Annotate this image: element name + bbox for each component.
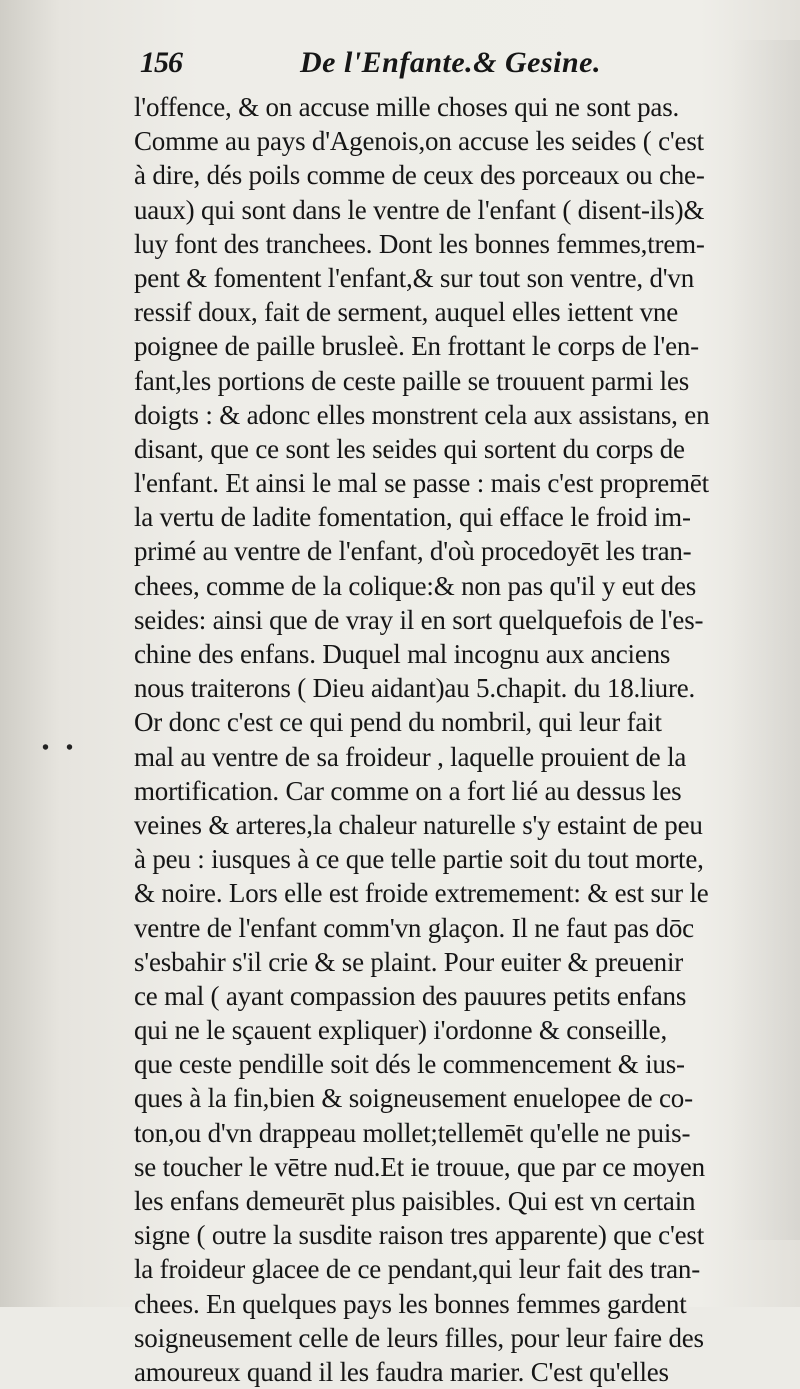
text-line: les enfans demeurēt plus paisibles. Qui est vn certain [134,1186,696,1216]
text-line: primé au ventre de l'enfant, d'où procedoyēt les tran- [134,536,692,567]
text-line: ressif doux, fait de serment, auquel elles iettent vne [134,297,679,328]
running-head: De l'Enfante.& Gesine. [300,46,601,79]
text-line: chine des enfans. Duquel mal incognu aux anciens [134,639,671,669]
text-line: uaux) qui sont dans le ventre de l'enfant ( disent-ils)& [134,194,705,225]
text-line: disant, que ce sont les seides qui sortent du corps de [134,433,685,464]
text-line: la vertu de ladite fomentation, qui efface le froid im- [134,502,691,533]
page-number: 156 [140,46,182,79]
text-line: s'esbahir s'il crie & se plaint. Pour euiter & preuenir [134,946,684,977]
text-line: seides: ainsi que de vray il en sort quelquefois de l'es- [134,604,704,635]
text-line: Comme au pays d'Agenois,on accuse les seides ( c'est [134,126,704,157]
text-line: l'enfant. Et ainsi le mal se passe : mais c'est propremēt [134,468,709,499]
text-line: ton,ou d'vn drappeau mollet;tellemēt qu'elle ne puis- [134,1117,691,1148]
text-line: chees, comme de la colique:& non pas qu'il y eut des [134,570,697,601]
text-line: mal au ventre de sa froideur , laquelle prouient de la [134,741,687,772]
text-line: l'offence, & on accuse mille choses qui ne sont pas. [134,92,680,122]
text-line: à peu : iusques à ce que telle partie soit du tout morte, [134,844,704,875]
text-line: amoureux quand il les faudra marier. C'est qu'elles [134,1356,669,1387]
text-line: pent & fomentent l'enfant,& sur tout son ventre, d'vn [134,262,695,293]
text-line: se toucher le vētre nud.Et ie trouue, que par ce moyen [134,1151,705,1182]
text-line: luy font des tranchees. Dont les bonnes femmes,trem- [134,228,705,259]
text-line: la froideur glacee de ce pendant,qui leur fait des tran- [134,1254,701,1285]
body-text [134,90,752,1389]
text-line: ventre de l'enfant comm'vn glaçon. Il ne faut pas dōc [134,912,694,943]
text-line: doigts : & adonc elles monstrent cela aux assistans, en [134,399,710,430]
text-line: mortification. Car comme on a fort lié au dessus les [134,775,682,806]
text-line: ce mal ( ayant compassion des pauures petits enfans [134,980,687,1011]
text-line: Or donc c'est ce qui pend du nombril, qui leur fait [134,707,662,738]
text-line: soigneusement celle de leurs filles, pour leur faire des [134,1322,704,1353]
text-line: veines & arteres,la chaleur naturelle s'y estaint de peu [134,809,703,840]
text-line: poignee de paille brusleè. En frottant le corps de l'en- [134,331,699,362]
text-line: signe ( outre la susdite raison tres apparente) que c'est [134,1220,705,1251]
text-line: que ceste pendille soit dés le commencement & ius- [134,1049,685,1080]
text-line: à dire, dés poils comme de ceux des porceaux ou che- [134,160,705,191]
text-line: qui ne le sçauent expliquer) i'ordonne & conseille, [134,1015,667,1046]
text-line: chees. En quelques pays les bonnes femmes gardent [134,1288,687,1319]
margin-mark: • • [42,737,80,759]
text-line: nous traiterons ( Dieu aidant)au 5.chapit. du 18.liure. [134,673,696,704]
text-line: fant,les portions de ceste paille se trouuent parmi les [134,365,690,396]
text-line: & noire. Lors elle est froide extremement: & est sur le [134,878,709,909]
text-line: ques à la fin,bien & soigneusement enuelopee de co- [134,1083,693,1114]
page-header [128,46,748,90]
